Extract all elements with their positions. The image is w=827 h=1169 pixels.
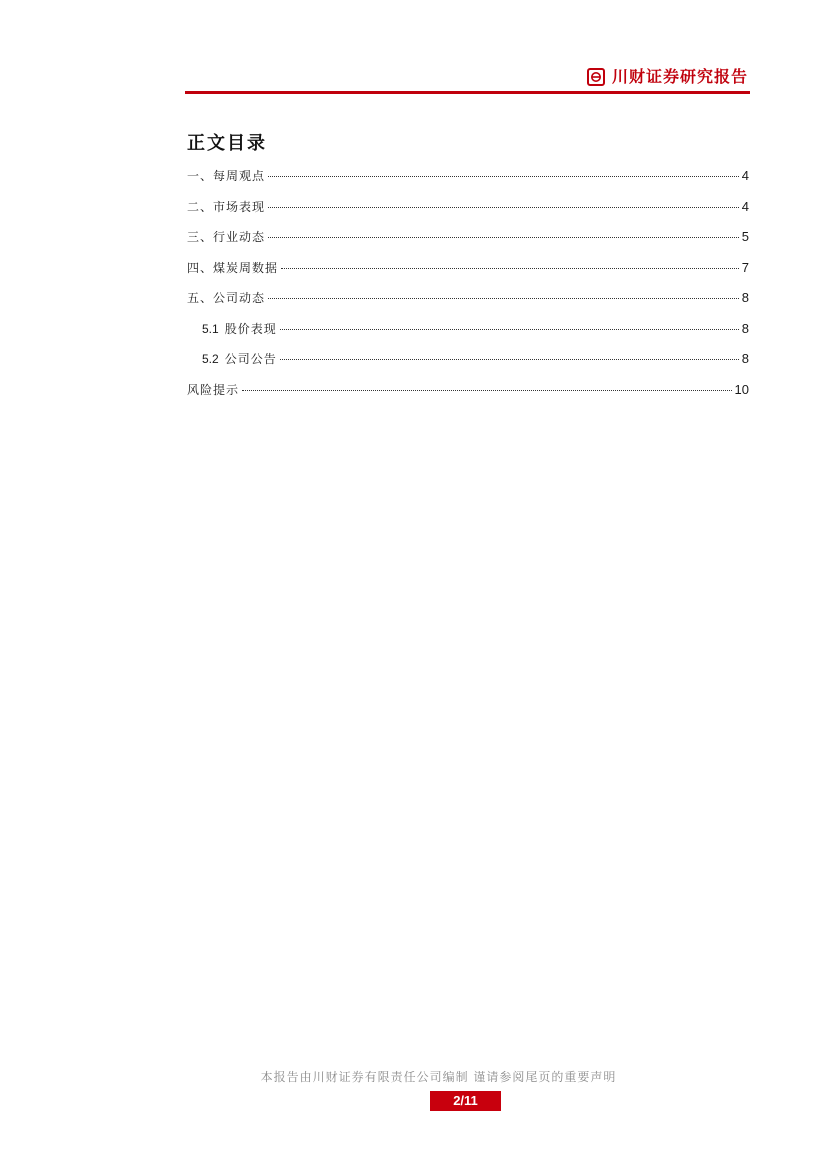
toc-entry-label: 一、每周观点 [187,169,266,183]
table-of-contents [187,132,749,411]
page-header [185,62,750,94]
toc-subentry-number: 5.1 [202,321,219,336]
toc-entry-page: 5 [741,229,749,244]
toc-entry[interactable] [187,259,749,290]
toc-entry-label: 三、行业动态 [187,230,266,244]
toc-entry-label: 四、煤炭周数据 [187,260,279,275]
toc-subentry-label [202,320,277,337]
footer-disclaimer: 本报告由川财证券有限责任公司编制 谨请参阅尾页的重要声明 [260,1070,617,1084]
toc-entry[interactable] [187,381,749,412]
toc-entry-label: 五、公司动态 [187,291,266,305]
toc-subentry[interactable] [187,350,749,381]
header-rule [185,91,750,94]
toc-leader-dots [281,268,739,269]
toc-title: 正文目录 [187,133,267,154]
page-number-badge: 2/11 [430,1091,501,1111]
toc-leader-dots [268,176,739,177]
toc-leader-dots [242,390,732,391]
toc-entry-page: 4 [741,168,749,183]
toc-leader-dots [268,207,739,208]
toc-leader-dots [268,298,739,299]
toc-list [187,167,749,411]
toc-entry-page: 4 [741,198,749,214]
toc-entry-label: 风险提示 [187,382,240,397]
toc-entry[interactable] [187,167,749,198]
toc-subentry-number: 5.2 [202,352,219,366]
toc-entry-page: 8 [741,290,749,305]
toc-subentry-label [202,350,277,367]
toc-leader-dots [268,237,739,238]
toc-leader-dots [280,359,739,360]
toc-entry[interactable] [187,228,749,259]
toc-subentry[interactable] [187,320,749,351]
brand-name: 川财证券研究报告 [611,67,748,86]
toc-entry-page: 8 [741,320,749,336]
toc-subentry-title: 股价表现 [224,321,277,336]
toc-entry-page: 10 [734,381,749,397]
chuancai-logo-icon [587,68,605,86]
toc-entry[interactable] [187,198,749,229]
toc-subentry-title: 公司公告 [224,352,277,366]
toc-leader-dots [280,329,739,330]
toc-entry-page: 7 [741,259,749,275]
toc-entry[interactable] [187,289,749,320]
toc-entry-label: 二、市场表现 [187,199,266,214]
brand [587,68,748,86]
toc-entry-page: 8 [741,351,749,366]
